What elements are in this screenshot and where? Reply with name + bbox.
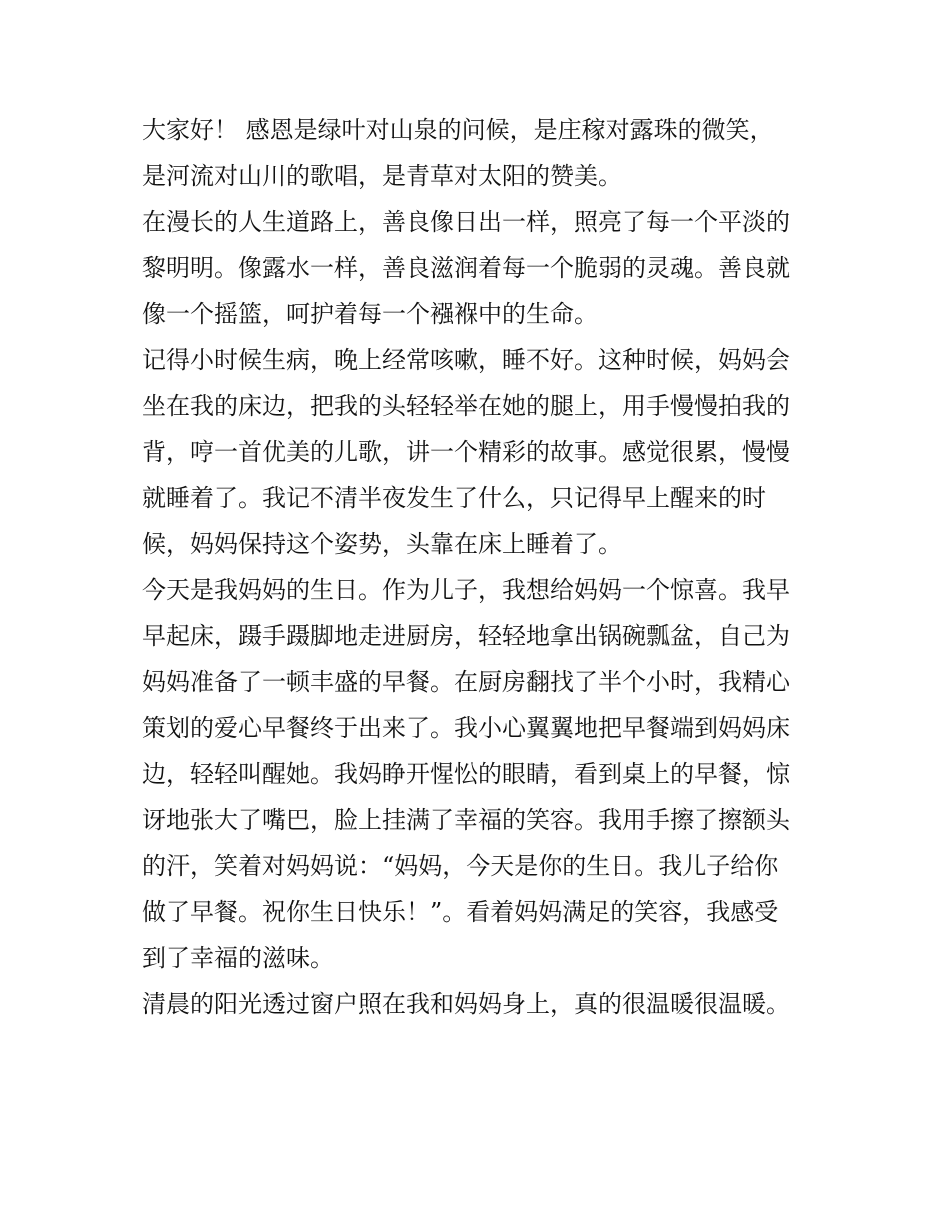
- text-line: 在漫长的人生道路上，善良像日出一样，照亮了每一个平淡的: [142, 208, 790, 236]
- text-line: 像一个摇篮，呵护着每一个襁褓中的生命。: [142, 300, 598, 328]
- document-body: [142, 107, 822, 1027]
- text-line: 坐在我的床边，把我的头轻轻举在她的腿上，用手慢慢拍我的: [142, 392, 790, 420]
- text-line: 的汗，笑着对妈妈说：“妈妈，今天是你的生日。我儿子给你: [142, 852, 779, 880]
- paragraph-closing: [142, 981, 822, 1027]
- text-line: 清晨的阳光透过窗户照在我和妈妈身上，真的很温暖很温暖。: [142, 990, 790, 1018]
- text-line: 是河流对山川的歌唱，是青草对太阳的赞美。: [142, 162, 622, 190]
- text-line: 早起床，蹑手蹑脚地走进厨房，轻轻地拿出锅碗瓢盆，自己为: [142, 622, 790, 650]
- text-line: 候，妈妈保持这个姿势，头靠在床上睡着了。: [142, 530, 622, 558]
- text-line: 就睡着了。我记不清半夜发生了什么，只记得早上醒来的时: [142, 484, 766, 512]
- text-line: 背，哼一首优美的儿歌，讲一个精彩的故事。感觉很累，慢慢: [142, 438, 790, 466]
- text-line: 记得小时候生病，晚上经常咳嗽，睡不好。这种时候，妈妈会: [142, 346, 790, 374]
- paragraph-birthday: [142, 567, 822, 981]
- text-line: 边，轻轻叫醒她。我妈睁开惺忪的眼睛，看到桌上的早餐，惊: [142, 760, 790, 788]
- text-line: 讶地张大了嘴巴，脸上挂满了幸福的笑容。我用手擦了擦额头: [142, 806, 790, 834]
- text-line: 策划的爱心早餐终于出来了。我小心翼翼地把早餐端到妈妈床: [142, 714, 790, 742]
- text-line: 到了幸福的滋味。: [142, 944, 334, 972]
- paragraph-kindness: [142, 199, 822, 337]
- text-line: 做了早餐。祝你生日快乐！”。看着妈妈满足的笑容，我感受: [142, 898, 779, 926]
- paragraph-greeting: [142, 107, 822, 199]
- text-line: 今天是我妈妈的生日。作为儿子，我想给妈妈一个惊喜。我早: [142, 576, 790, 604]
- text-line: 妈妈准备了一顿丰盛的早餐。在厨房翻找了半个小时，我精心: [142, 668, 790, 696]
- text-line: 黎明明。像露水一样，善良滋润着每一个脆弱的灵魂。善良就: [142, 254, 790, 282]
- text-line: 大家好！ 感恩是绿叶对山泉的问候，是庄稼对露珠的微笑，: [142, 116, 774, 144]
- paragraph-childhood-memory: [142, 337, 822, 567]
